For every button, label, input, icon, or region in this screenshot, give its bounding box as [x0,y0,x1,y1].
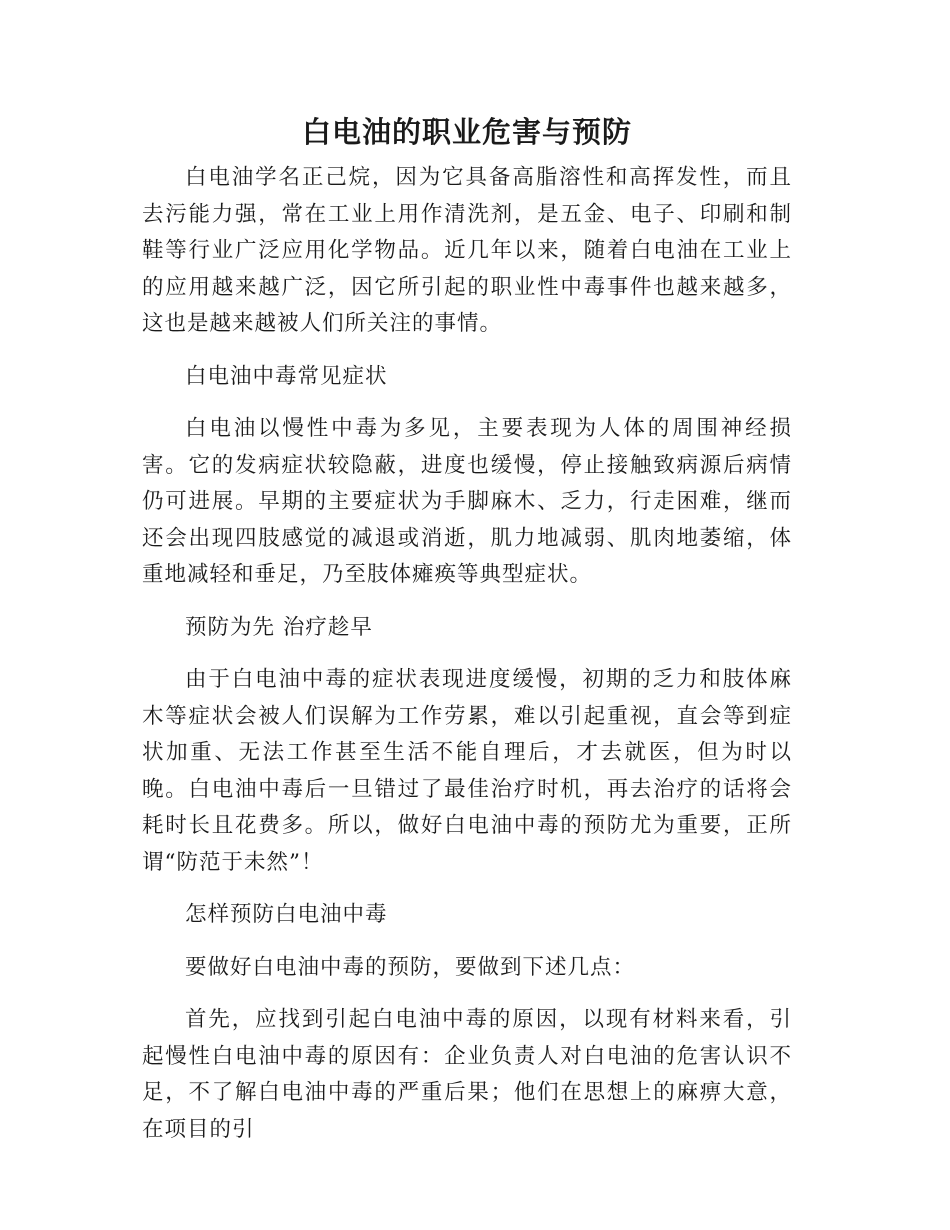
first-step-paragraph: 首先，应找到引起白电油中毒的原因，以现有材料来看，引起慢性白电油中毒的原因有：企业负责人对白电油的危害认识不足，不了解白电油中毒的严重后果；他们在思想上的麻痹大意，在项目的引 [142,1007,792,1142]
document-title: 白电油的职业危害与预防 [301,115,632,149]
intro-paragraph: 白电油学名正己烷，因为它具备高脂溶性和高挥发性，而且去污能力强，常在工业上用作清洗剂，是五金、电子、印刷和制鞋等行业广泛应用化学物品。近几年以来，随着白电油在工业上的应用越来越广泛，因它所引起的职业性中毒事件也越来越多，这也是越来越被人们所关注的事情。 [142,165,792,336]
section-heading-prevention-first: 预防为先 治疗趁早 [185,614,373,640]
prevention-first-paragraph: 由于白电油中毒的症状表现进度缓慢，初期的乏力和肢体麻木等症状会被人们误解为工作劳累，难以引起重视，直会等到症状加重、无法工作甚至生活不能自理后，才去就医，但为时以晚。白电油中毒后一旦错过了最佳治疗时机，再去治疗的话将会耗时长且花费多。所以，做好白电油中毒的预防尤为重要，正所谓“防范于未然”！ [142,667,792,875]
document-page [142,108,792,1164]
section-heading-how-to-prevent: 怎样预防白电油中毒 [185,902,388,927]
how-to-prevent-intro-paragraph: 要做好白电油中毒的预防，要做到下述几点： [185,954,636,980]
symptoms-paragraph: 白电油以慢性中毒为多见，主要表现为人体的周围神经损害。它的发病症状较隐蔽，进度也缓慢，停止接触致病源后病情仍可进展。早期的主要症状为手脚麻木、乏力，行走困难，继而还会出现四肢感觉的减退或消逝，肌力地减弱、肌肉地萎缩，体重地减轻和垂足，乃至肢体瘫痪等典型症状。 [142,416,792,587]
section-heading-symptoms: 白电油中毒常见症状 [185,363,388,389]
